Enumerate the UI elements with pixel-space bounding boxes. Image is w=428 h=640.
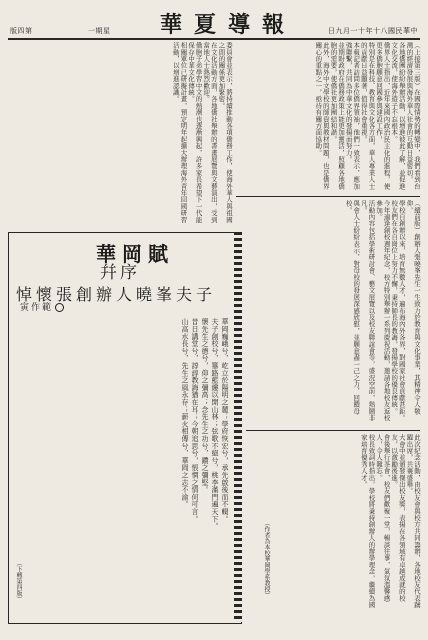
author-note: （作者為本校華岡學系教授）: [263, 520, 270, 598]
poem-verse: 華岡巍峨兮，屹立於陽明之麓；學府恢宏兮，承先啟後而不輟。: [221, 318, 229, 523]
poem-author-name: 寅作範: [20, 303, 54, 313]
article-paragraph: 本報記者訪問多位僑界領袖，他們一致表示，應加強聯繫，共同為中華文化的發揚而努力。: [344, 42, 361, 190]
poem-subtitle: 悼懷張創辦人曉峯夫子: [16, 285, 217, 304]
article-paragraph: 各地僑團紛紛舉辦活動，以增進彼此了解，並促進文化交流，使海外遊子不忘根本。: [390, 42, 406, 190]
article-paragraph: 校友們在各自崗位上努力不懈，秉持師長的教誨，發揚學校的優良傳統。: [390, 200, 399, 415]
poem-author: [20, 300, 64, 313]
article-paragraph: 特別是在科技、教育與文化各方面，華人專業人士的貢獻日益顯著，值得社會重視。: [359, 42, 376, 190]
poem-body: [14, 318, 230, 610]
article-paragraph: （續前版）創辦人張曉峯先生一生致力於教育與文化事業，其精神令人敬仰，: [405, 200, 421, 415]
article-middle-body: [8, 42, 232, 226]
poem-verse: 懷先生之德兮，仰之彌高；念先生之功兮，鑽之彌堅。: [201, 318, 209, 494]
article-paragraph: 此外，海外中文學校的師資與教材問題，也是僑界關心的重點之一，亟待有關方面協助。: [314, 42, 330, 190]
article-paragraph: 活動內容包括學術研討會、藝文展覽以及校友聯誼會等，盛況空前，熱鬧非凡。: [359, 200, 376, 422]
author-mark-icon: [55, 303, 64, 312]
masthead: [8, 6, 420, 40]
poem-verse: 昔日講堂兮，諄諄教誨猶在耳；今朝追思兮，悵惘之情何可言。: [191, 318, 199, 523]
article-paragraph: 今年適逢創校週年紀念，校方特別舉辦一系列慶祝活動，邀請各地校友返校參加。: [375, 200, 391, 422]
article-paragraph: 僑界人士指出，近年來國內政治民主化的進程，使更多僑胞願意回國參與建設工作，: [375, 42, 391, 190]
article-paragraph: 學校自創辦以來，培育無數人才，遍布海內外各界，對國家社會貢獻甚鉅。: [397, 200, 406, 422]
issue-date: 日九月一十年十八國民華中: [328, 27, 418, 35]
ornamental-border: [234, 232, 242, 622]
poem-verse: 夫子創校兮，篳路藍縷以開山林；弦歌不絕兮，桃李滿門遍天下。: [211, 318, 219, 530]
divider: [246, 430, 420, 431]
article-paragraph: 校長致詞時指出，學校將秉持創辦人的辦學理念，繼續為國家培育優秀人才。: [359, 434, 376, 609]
article-paragraph: 此次紀念活動，由校友會與校方共同籌辦，各地校友代表踴躍出席，共襄盛舉。: [405, 434, 421, 609]
article-paragraph: 會後舉行茶會，校友們歡聚一堂，暢談往事，氣氛溫馨感人，令人難忘。: [375, 434, 391, 602]
article-paragraph: 大會中並頒發傑出校友獎，表揚在各領域有卓越成就的校友，以激勵後進。: [390, 434, 406, 602]
divider: [236, 196, 420, 197]
article-paragraph: 相關單位已研擬計畫，預定明年起擴大辦理海外青年回國研習活動，以增進認識。: [171, 42, 188, 223]
article-paragraph: （上接第三版）在國際情勢的轉變中，我們看到台灣的經濟發展與海外華人社會的互動日益密切，: [405, 42, 421, 190]
weekday: 一期星: [88, 27, 111, 35]
page-number: 版四第: [10, 27, 33, 35]
poem-subtitle-preface: 幷序: [100, 263, 140, 283]
article-paragraph: 並期盼政府在僑務政策上能更加靈活，照顧各地僑胞的需要，使僑社更加團結和諧。: [329, 42, 346, 190]
article-top-body: [236, 42, 420, 192]
poem-verse: 山高水長兮，先生之風永存；薪火相傳兮，華岡之志不渝。: [181, 318, 189, 508]
article-paragraph: 僑胞子弟學習中文的熱潮也逐漸興起，許多家長希望下一代能保存中華文化傳統。: [187, 42, 203, 223]
article-bottom-right-body: [246, 434, 420, 610]
article-right-body: [246, 200, 420, 426]
article-paragraph: 與會人士紛紛表示，對母校的發展深感欣慰，並願意盡一己之力，回饋母校。: [344, 200, 361, 415]
article-paragraph: 委員會並表示，將持續推動各項僑務工作，使海外華人與祖國之間的關係更加緊密。: [217, 42, 233, 223]
continued-note: （下轉第四版）: [15, 560, 22, 602]
article-paragraph: 在文化活動方面，各地僑社舉辦的書畫展覽與文藝演出，受到當地人士熱烈歡迎。: [202, 42, 218, 223]
newspaper-title: 華夏導報: [159, 12, 296, 38]
poem-title: 華岡賦: [96, 242, 174, 266]
